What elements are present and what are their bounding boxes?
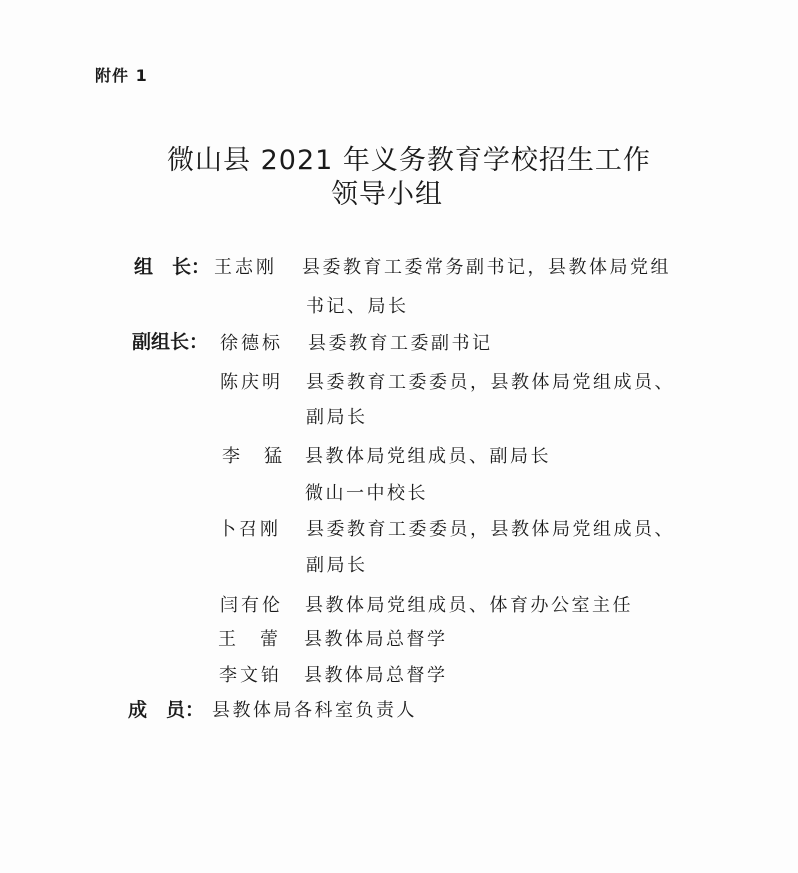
deputy-name: 卜召刚 bbox=[218, 519, 281, 540]
deputy-name: 陈庆明 bbox=[220, 372, 283, 393]
deputy-duty-line1: 县教体局总督学 bbox=[304, 629, 448, 650]
leader-role-label: 组 长： bbox=[134, 256, 211, 278]
leader-duty-line2: 书记、局长 bbox=[306, 296, 409, 317]
deputy-duty-line1: 县教体局党组成员、体育办公室主任 bbox=[305, 595, 633, 616]
deputy-duty-line2: 副局长 bbox=[306, 555, 368, 576]
deputy-duty-line2: 微山一中校长 bbox=[305, 483, 428, 504]
deputy-duty-line1: 县委教育工委副书记 bbox=[308, 333, 493, 354]
deputy-duty-line1: 县教体局总督学 bbox=[304, 665, 448, 686]
deputy-name: 王 蕾 bbox=[218, 629, 281, 650]
deputy-duty-line1: 县委教育工委委员，县教体局党组成员、 bbox=[306, 372, 675, 393]
document-title-line1: 微山县 2021 年义务教育学校招生工作 bbox=[167, 145, 651, 176]
deputy-duty-line1: 县委教育工委委员，县教体局党组成员、 bbox=[306, 519, 675, 540]
attachment-label: 附件 1 bbox=[95, 66, 148, 85]
deputy-duty-line1: 县教体局党组成员、副局长 bbox=[305, 446, 551, 467]
document-title-line2: 领导小组 bbox=[331, 179, 443, 210]
members-duty: 县教体局各科室负责人 bbox=[212, 700, 417, 721]
deputy-name: 李文铂 bbox=[219, 665, 282, 686]
deputy-duty-line2: 副局长 bbox=[306, 407, 368, 428]
leader-duty-line1: 县委教育工委常务副书记，县教体局党组 bbox=[302, 257, 671, 278]
deputy-name: 徐德标 bbox=[220, 333, 283, 354]
members-role-label: 成 员： bbox=[128, 699, 205, 721]
deputy-name: 闫有伦 bbox=[220, 595, 283, 616]
deputy-name: 李 猛 bbox=[222, 446, 285, 467]
deputies-role-label: 副组长： bbox=[132, 331, 209, 353]
leader-name: 王志刚 bbox=[214, 257, 277, 278]
